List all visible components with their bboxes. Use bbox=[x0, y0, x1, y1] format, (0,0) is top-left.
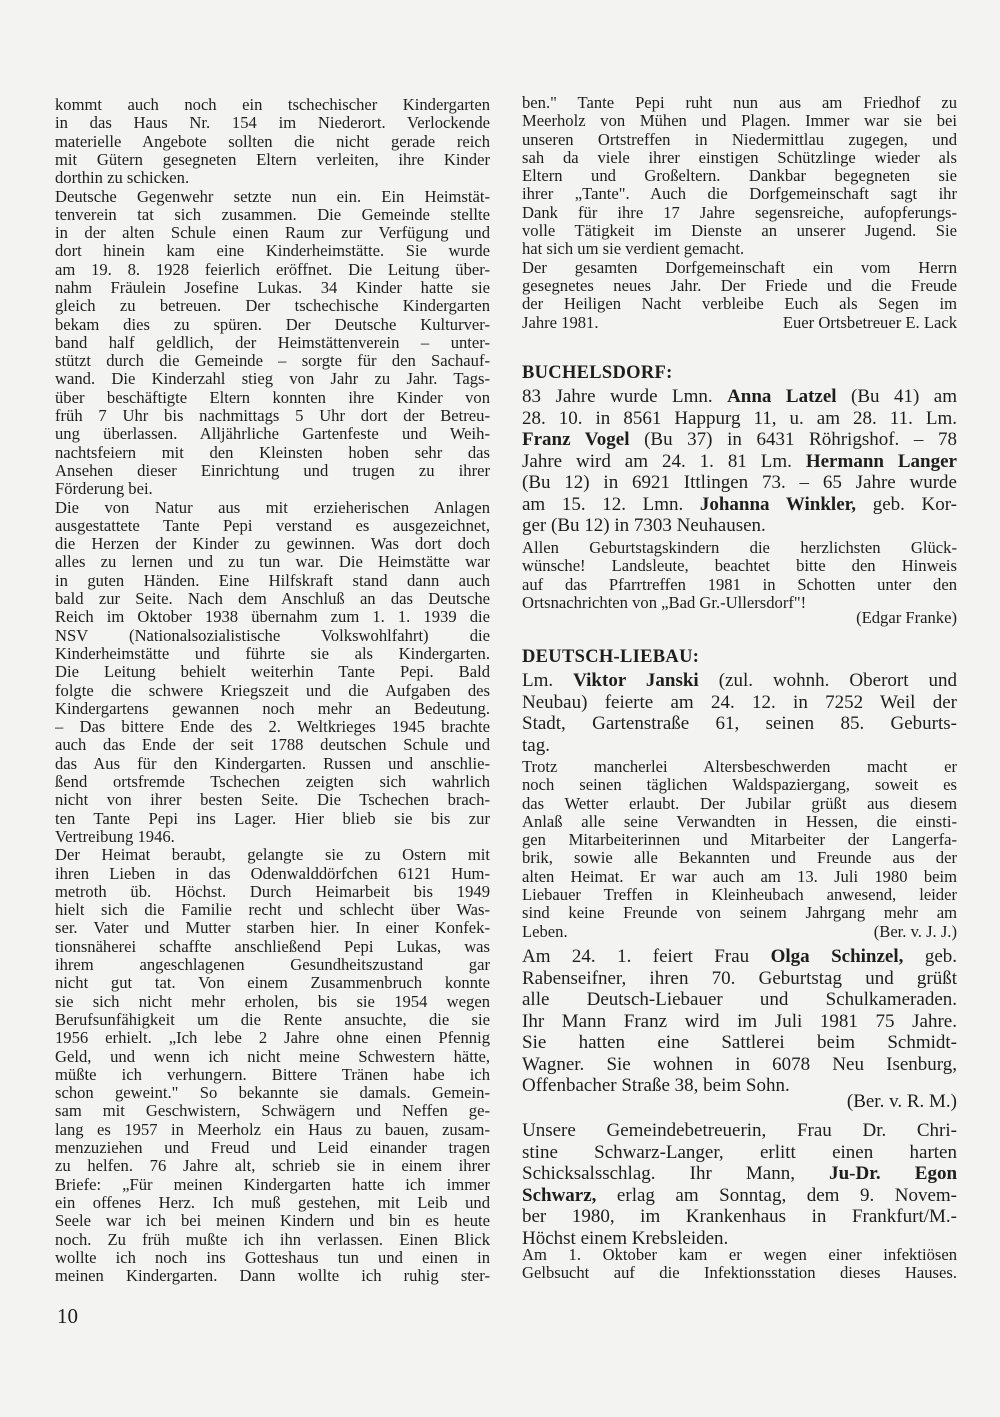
text-segment: erlag am Sonntag, dem 9. Novem- bbox=[596, 1184, 957, 1206]
text-line: NSV (Nationalsozialistische Volkswohlfahrt) die bbox=[55, 626, 490, 645]
text-line: band half geldlich, der Heimstättenverein – unter- bbox=[55, 333, 490, 352]
text-line: früh 7 Uhr bis nachmittags 5 Uhr dort der Betreu- bbox=[55, 407, 490, 426]
text-line: Unsere Gemeindebetreuerin, Frau Dr. Chri- bbox=[522, 1120, 957, 1141]
text-line: nachtsfeiern mit den Kleinsten hoben sehr das bbox=[55, 443, 490, 462]
text-line: ihrem angeschlagenen Gesundheitszustand gar bbox=[55, 956, 490, 975]
text-line: Am 1. Oktober kam er wegen einer infektiösen bbox=[522, 1246, 957, 1264]
text-line: Der Heimat beraubt, gelangte sie zu Ostern mit bbox=[55, 846, 490, 865]
text-line: tenverein tat sich zusammen. Die Gemeinde stellte bbox=[55, 205, 490, 224]
section-heading: DEUTSCH-LIEBAU: bbox=[522, 647, 700, 667]
text-line: ein offenes Herz. Ich muß gestehen, mit Leib und bbox=[55, 1193, 490, 1212]
text-line: Berufsunfähigkeit um die Rente ansuchte, die sie bbox=[55, 1010, 490, 1029]
text-line: ihrer „Tante". Auch die Dorfgemeinschaft sagt ihr bbox=[522, 185, 957, 204]
text-segment: 83 Jahre wurde Lmn. bbox=[522, 386, 728, 407]
text-line: materielle Angebote sollten die nicht gerade reich bbox=[55, 132, 490, 151]
text-line: Neubau) feierte am 24. 12. in 7252 Weil der bbox=[522, 691, 957, 713]
text-line: schon geweint." So bekannte sie damals. Gemein- bbox=[55, 1084, 490, 1103]
text-line: Offenbacher Straße 38, beim Sohn. bbox=[522, 1075, 790, 1096]
text-line: Liebauer Treffen in Kleinheubach anwesend, leider bbox=[522, 886, 957, 905]
text-line: sah da viele ihrer einstigen Schützlinge wieder als bbox=[522, 148, 957, 167]
text-line bbox=[522, 1163, 957, 1185]
text-line bbox=[522, 314, 957, 332]
text-line: unseren Ortstreffen in Niedermittlau zugegen, und bbox=[522, 130, 957, 149]
text-line: gen Mitarbeiterinnen und Mitarbeiter der Langerfa- bbox=[522, 831, 957, 850]
text-line: ger (Bu 12) in 7303 Neuhausen. bbox=[522, 515, 766, 536]
author-signature: Euer Ortsbetreuer E. Lack bbox=[782, 313, 957, 332]
text-line: ßend ortsfremde Tschechen zeigten sich wahrlich bbox=[55, 773, 490, 792]
article-paragraph bbox=[55, 499, 490, 847]
text-line: Rabenseifner, ihren 70. Geburtstag und grüßt bbox=[522, 967, 957, 989]
article-paragraph bbox=[522, 259, 957, 332]
text-line: tionsnäherei schaffte anschließend Pepi Lukas, was bbox=[55, 937, 490, 956]
text-line: stützt durch die Gemeinde – sorgte für den Sachauf- bbox=[55, 352, 490, 371]
text-line: (Bu 12) in 6921 Ittlingen 73. – 65 Jahre wurde bbox=[522, 472, 957, 493]
text-line: tag. bbox=[522, 734, 550, 756]
text-line: noch. Zu früh mußte ich ihn verlassen. Einen Blick bbox=[55, 1230, 490, 1249]
text-line: Die Leitung behielt weiterhin Tante Pepi. Bald bbox=[55, 663, 490, 682]
text-line bbox=[522, 386, 957, 408]
text-line: in guten Händen. Eine Hilfskraft stand dann auch bbox=[55, 571, 490, 590]
text-line: dort hinein kam eine Kinderheimstätte. Sie wurde bbox=[55, 242, 490, 261]
text-line: nahm Fräulein Josefine Lukas. 34 Kinder hatte sie bbox=[55, 278, 490, 297]
text-line: über beschäftigte Eltern konnten ihre Kinder von bbox=[55, 388, 490, 407]
article-paragraph bbox=[522, 386, 957, 537]
text-line: ten Tante Pepi ins Lager. Hier blieb sie bis zur bbox=[55, 809, 490, 828]
text-line: mit Gütern gesegneten Eltern verleiten, ihre Kinder bbox=[55, 150, 490, 169]
text-line: Allen Geburtstagskindern die herzlichsten Glück- bbox=[522, 539, 957, 557]
author-signature: (Edgar Franke) bbox=[856, 608, 957, 627]
text-line: lang es 1957 in Meerholz ein Haus zu bauen, zusam- bbox=[55, 1120, 490, 1139]
text-line: 28. 10. in 8561 Happurg 11, u. am 28. 11. Lm. bbox=[522, 407, 957, 429]
text-line: auf das Pfarrtreffen 1981 in Schotten unter den bbox=[522, 575, 957, 594]
text-line: Stadt, Gartenstraße 61, seinen 85. Geburts- bbox=[522, 713, 957, 734]
text-segment: Schicksalsschlag. Ihr Mann, bbox=[522, 1163, 830, 1184]
text-line: in der alten Schule einen Raum zur Verfügung und bbox=[55, 224, 490, 243]
text-line: ung überlassen. Alljährliche Gartenfeste und Weih- bbox=[55, 425, 490, 444]
person-name: Ju-Dr. Egon bbox=[829, 1163, 957, 1184]
person-name: Johanna Winkler, bbox=[699, 493, 857, 515]
text-line: ser. Vater und Mutter starben hier. In einer Konfek- bbox=[55, 919, 490, 938]
text-line: das Wetter erlaubt. Der Jubilar grüßt aus diesem bbox=[522, 794, 957, 813]
text-segment: Jahre 1981. bbox=[522, 313, 599, 332]
text-line: auch das Ende der seit 1788 deutschen Schule und bbox=[55, 736, 490, 755]
text-line: hielt sich die Familie recht und schlecht über Was- bbox=[55, 901, 490, 920]
person-name: Anna Latzel bbox=[727, 386, 837, 407]
text-segment: geb. Kor- bbox=[856, 493, 957, 515]
text-line: Eltern und Großeltern. Dankbar begegneten sie bbox=[522, 167, 957, 186]
text-line: wünsche! Landsleute, beachtet bitte den Hinweis bbox=[522, 557, 957, 576]
text-line: wollte ich noch ins Gotteshaus tun und einen in bbox=[55, 1248, 490, 1267]
article-paragraph bbox=[522, 758, 957, 941]
text-segment: (zul. wohnh. Oberort und bbox=[698, 670, 957, 691]
text-line: sam mit Geschwistern, Schwägern und Neffen ge- bbox=[55, 1102, 490, 1121]
text-line bbox=[522, 1185, 957, 1207]
article-paragraph bbox=[522, 946, 957, 1097]
text-line: Dank für ihre 17 Jahre segensreiche, aufopferungs- bbox=[522, 203, 957, 222]
article-paragraph bbox=[522, 1246, 957, 1283]
text-line: gleich zu betreuen. Der tschechische Kindergarten bbox=[55, 297, 490, 316]
text-line: folgte die schwere Kriegszeit und die Aufgaben des bbox=[55, 681, 490, 700]
text-segment: geb. bbox=[903, 946, 957, 967]
person-name: Franz Vogel bbox=[522, 429, 630, 450]
text-line: Höchst einem Krebsleiden. bbox=[522, 1227, 729, 1249]
text-line: meinen Kindergarten. Dann wollte ich ruhig ster- bbox=[55, 1267, 490, 1286]
text-line: Geld, und wenn ich nicht meine Schwestern hätte, bbox=[55, 1047, 490, 1066]
text-line: bekam dies zu spüren. Der Deutsche Kulturver- bbox=[55, 315, 490, 334]
text-segment: (Bu 41) am bbox=[836, 386, 957, 407]
text-line: gesegnetes neues Jahr. Der Friede und die Freude bbox=[522, 276, 957, 295]
person-name: Hermann Langer bbox=[805, 450, 957, 472]
text-segment: Jahre wird am 24. 1. 81 Lm. bbox=[522, 450, 806, 472]
text-line: kommt auch noch ein tschechischer Kindergarten bbox=[55, 96, 490, 114]
text-line bbox=[522, 923, 957, 941]
text-line: Seele war ich bei meinen Kindern und bin es heute bbox=[55, 1212, 490, 1231]
text-line: noch seinen täglichen Waldspaziergang, soweit es bbox=[522, 776, 957, 795]
text-line: ausgestattete Tante Pepi verstand es ausgezeichnet, bbox=[55, 516, 490, 535]
text-line: Meerholz von Mühen und Plagen. Immer war sie bei bbox=[522, 112, 957, 131]
article-paragraph bbox=[522, 539, 957, 612]
person-name: Schwarz, bbox=[522, 1184, 597, 1206]
text-segment: (Bu 37) in 6431 Röhrigshof. – 78 bbox=[629, 429, 957, 450]
text-line: am 19. 8. 1928 feierlich eröffnet. Die Leitung über- bbox=[55, 260, 490, 279]
text-line: brik, sowie alle Bekannten und Freunde aus der bbox=[522, 849, 957, 868]
text-line: dorthin zu schicken. bbox=[55, 169, 190, 188]
text-line: Briefe: „Für meinen Kindergarten hatte ich immer bbox=[55, 1175, 490, 1194]
text-line: nicht von ihrer besten Seite. Die Tschechen brach- bbox=[55, 791, 490, 810]
page-number: 10 bbox=[57, 1304, 78, 1328]
text-line: menzuziehen und Freud und Leid einander tragen bbox=[55, 1139, 490, 1158]
article-paragraph bbox=[522, 1120, 957, 1249]
text-line: – Das bittere Ende des 2. Weltkrieges 1945 brachte bbox=[55, 718, 490, 737]
text-line: Die von Natur aus mit erzieherischen Anlagen bbox=[55, 498, 490, 517]
text-line: Ihr Mann Franz wird im Juli 1981 75 Jahre. bbox=[522, 1010, 957, 1032]
text-line bbox=[522, 670, 957, 692]
text-line: sind keine Freunde von seinem Jahrgang mehr am bbox=[522, 904, 957, 923]
text-line: Förderung bei. bbox=[55, 480, 153, 499]
text-line: Sie hatten eine Sattlerei beim Schmidt- bbox=[522, 1032, 957, 1053]
text-line: der Heiligen Nacht verbleibe Euch als Segen im bbox=[522, 295, 957, 314]
text-line: Vertreibung 1946. bbox=[55, 827, 175, 846]
text-line: Ansehen dieser Einrichtung und trugen zu ihrer bbox=[55, 461, 490, 480]
article-paragraph bbox=[522, 94, 957, 259]
text-line bbox=[522, 494, 957, 516]
text-line: zu helfen. 76 Jahre alt, schrieb sie in einem ihrer bbox=[55, 1157, 490, 1176]
text-line bbox=[522, 946, 957, 968]
author-signature: (Ber. v. R. M.) bbox=[846, 1091, 957, 1112]
text-segment: am 15. 12. Lmn. bbox=[522, 493, 700, 515]
text-segment: Am 24. 1. feiert Frau bbox=[522, 946, 771, 967]
text-line: Reich im Oktober 1938 übernahm zum 1. 1. 1939 die bbox=[55, 608, 490, 627]
text-line: Anlaß alle seine Verwandten in Hessen, die einsti- bbox=[522, 812, 957, 831]
text-line: ben." Tante Pepi ruht nun aus am Friedhof zu bbox=[522, 94, 957, 112]
text-line: Trotz mancherlei Altersbeschwerden macht er bbox=[522, 758, 957, 776]
text-line: ihren Lieben in das Odenwalddörfchen 6121 Hum- bbox=[55, 864, 490, 883]
text-line: das Aus für den Kindergarten. Russen und anschlie- bbox=[55, 754, 490, 773]
text-line: volle Tätigkeit im Dienste an unserer Jugend. Sie bbox=[522, 222, 957, 241]
text-line: Kindergartens gewannen noch mehr an Bedeutung. bbox=[55, 699, 490, 718]
text-line: in das Haus Nr. 154 im Niederort. Verlockende bbox=[55, 114, 490, 133]
text-line: Wagner. Sie wohnen in 6078 Neu Isenburg, bbox=[522, 1053, 957, 1075]
text-line: sie sich nicht mehr erholen, bis sie 1954 wegen bbox=[55, 992, 490, 1011]
text-line: metroth üb. Höchst. Durch Heimarbeit bis 1949 bbox=[55, 882, 490, 901]
text-line: 1956 erhielt. „Ich lebe 2 Jahre ohne einen Pfennig bbox=[55, 1029, 490, 1048]
section-heading: BUCHELSDORF: bbox=[522, 363, 673, 383]
text-segment: Lm. bbox=[522, 670, 574, 691]
article-paragraph bbox=[55, 96, 490, 187]
person-name: Viktor Janski bbox=[573, 670, 699, 691]
text-line: alle Deutsch-Liebauer und Schulkameraden. bbox=[522, 989, 957, 1010]
text-line: alten Heimat. Er war auch am 13. Juli 1980 beim bbox=[522, 867, 957, 886]
article-paragraph bbox=[55, 846, 490, 1285]
author-signature: (Ber. v. J. J.) bbox=[873, 922, 957, 941]
text-line: Deutsche Gegenwehr setzte nun ein. Ein Heimstät- bbox=[55, 187, 490, 206]
text-line: stine Schwarz-Langer, erlitt einen harten bbox=[522, 1141, 957, 1163]
text-line: nicht gut tat. Von einem Zusammenbruch konnte bbox=[55, 974, 490, 993]
text-line: alles zu lernen und zu tun war. Die Heimstätte war bbox=[55, 553, 490, 572]
text-segment: Leben. bbox=[522, 922, 568, 941]
text-line: Ortsnachrichten von „Bad Gr.-Ullersdorf"! bbox=[522, 593, 807, 612]
text-line: Gelbsucht auf die Infektionsstation dieses Hauses. bbox=[522, 1264, 957, 1283]
text-line bbox=[522, 451, 957, 473]
text-line: wand. Die Kinderzahl stieg von Jahr zu Jahr. Tags- bbox=[55, 370, 490, 389]
text-line: ber 1980, im Krankenhaus in Frankfurt/M.- bbox=[522, 1206, 957, 1227]
person-name: Olga Schinzel, bbox=[770, 946, 904, 967]
text-line bbox=[522, 429, 957, 451]
text-line: die Herzen der Kinder zu gewinnen. Was dort doch bbox=[55, 535, 490, 554]
article-paragraph bbox=[522, 670, 957, 756]
text-line: müßte ich verhungern. Bittere Tränen habe ich bbox=[55, 1065, 490, 1084]
text-line: bald zur Seite. Nach dem Anschluß an das Deutsche bbox=[55, 590, 490, 609]
text-line: Der gesamten Dorfgemeinschaft ein vom Herrn bbox=[522, 258, 957, 277]
article-paragraph bbox=[55, 188, 490, 499]
text-line: Kinderheimstätte und führte sie als Kindergarten. bbox=[55, 644, 490, 663]
text-line: hat sich um sie verdient gemacht. bbox=[522, 240, 745, 259]
